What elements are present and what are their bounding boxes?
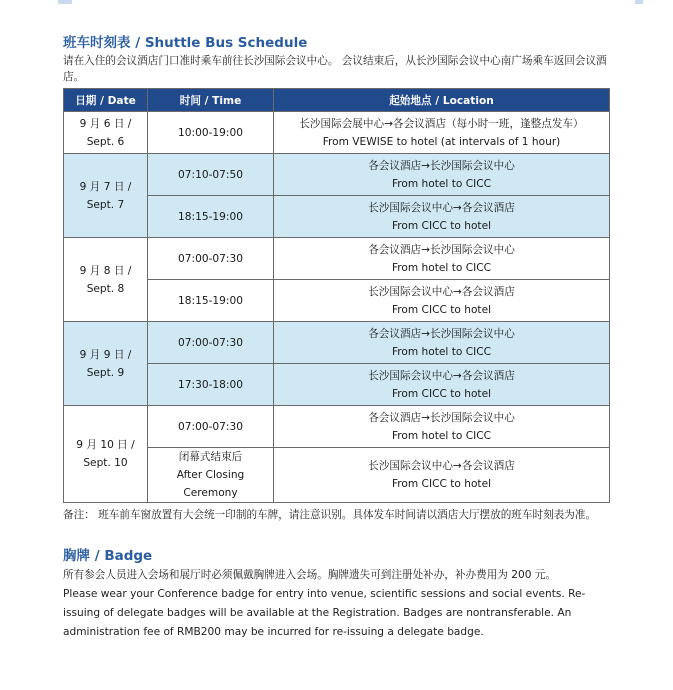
location-cell xyxy=(274,322,610,364)
location-cn: 各会议酒店→长沙国际会议中心 xyxy=(368,411,515,424)
schedule-title xyxy=(63,33,611,53)
date-cell xyxy=(64,322,148,406)
top-left-decoration xyxy=(58,0,72,4)
top-right-decoration xyxy=(635,0,643,4)
badge-text-en: Please wear your Conference badge for entry into venue, scientific sessions and social events. Re-issuing of delegate badges will be available at the Registration. Badges are nontransferable. An administration fee of RMB200 may be incurred for re-issuing a delegate badge. xyxy=(63,588,586,638)
schedule-row xyxy=(64,238,610,280)
schedule-body xyxy=(64,112,610,503)
location-cell xyxy=(274,448,610,503)
date-en: Sept. 6 xyxy=(86,135,125,148)
location-cell xyxy=(274,154,610,196)
time-cell xyxy=(148,154,274,196)
location-en: From CICC to hotel xyxy=(391,478,492,490)
badge-text-cn: 所有参会人员进入会场和展厅时必须佩戴胸牌进入会场。胸牌遗失可到注册处补办，补办费用为 200 元。 xyxy=(63,569,557,581)
header-time: 时间 / Time xyxy=(148,89,274,112)
location-en: From hotel to CICC xyxy=(391,177,492,190)
badge-title-en: / Badge xyxy=(90,548,153,564)
location-cell xyxy=(274,112,610,154)
location-en: From CICC to hotel xyxy=(391,303,492,316)
time-value-en: After Closing Ceremony xyxy=(176,469,245,499)
date-cell xyxy=(64,238,148,322)
date-en: Sept. 9 xyxy=(86,366,125,379)
time-value: 07:00-07:30 xyxy=(178,336,243,349)
date-en: Sept. 7 xyxy=(86,198,125,211)
schedule-header-row xyxy=(64,89,610,112)
schedule-title-cn: 班车时刻表 xyxy=(63,35,131,51)
date-cell xyxy=(64,112,148,154)
badge-section xyxy=(63,546,611,642)
location-en: From CICC to hotel xyxy=(391,219,492,232)
time-value: 闭幕式结束后 xyxy=(178,451,243,463)
location-en: From hotel to CICC xyxy=(391,429,492,442)
schedule-row xyxy=(64,154,610,196)
date-en: Sept. 10 xyxy=(83,457,128,469)
header-date: 日期 / Date xyxy=(64,89,148,112)
location-cn: 长沙国际会议中心→各会议酒店 xyxy=(368,369,515,382)
location-cn: 各会议酒店→长沙国际会议中心 xyxy=(368,243,515,256)
schedule-row xyxy=(64,112,610,154)
schedule-row xyxy=(64,406,610,448)
time-cell xyxy=(148,406,274,448)
schedule-intro: 请在入住的会议酒店门口准时乘车前往长沙国际会议中心。 会议结束后，从长沙国际会议中心南广场乘车返回会议酒店。 xyxy=(63,55,607,83)
time-value: 18:15-19:00 xyxy=(178,294,243,307)
badge-title-cn: 胸牌 xyxy=(63,548,90,564)
time-cell xyxy=(148,364,274,406)
date-en: Sept. 8 xyxy=(86,282,125,295)
time-cell xyxy=(148,196,274,238)
time-cell xyxy=(148,238,274,280)
schedule-table xyxy=(63,88,610,503)
time-cell xyxy=(148,322,274,364)
location-en: From CICC to hotel xyxy=(391,387,492,400)
location-cell xyxy=(274,364,610,406)
location-cell xyxy=(274,238,610,280)
date-cn: 9 月 8 日 / xyxy=(79,264,132,277)
location-cn: 长沙国际会议中心→各会议酒店 xyxy=(368,460,515,472)
time-value: 10:00-19:00 xyxy=(178,126,243,139)
time-value: 18:15-19:00 xyxy=(178,210,243,223)
time-value: 07:10-07:50 xyxy=(178,168,243,181)
date-cell xyxy=(64,154,148,238)
location-cn: 各会议酒店→长沙国际会议中心 xyxy=(368,327,515,340)
date-cn: 9 月 10 日 / xyxy=(76,439,135,451)
schedule-row xyxy=(64,322,610,364)
time-cell xyxy=(148,112,274,154)
location-cn: 长沙国际会展中心→各会议酒店（每小时一班，逢整点发车） xyxy=(299,117,584,130)
time-cell xyxy=(148,448,274,503)
header-location: 起始地点 / Location xyxy=(274,89,610,112)
document-page xyxy=(63,33,611,642)
location-cell xyxy=(274,196,610,238)
location-cn: 长沙国际会议中心→各会议酒店 xyxy=(368,285,515,298)
location-cn: 长沙国际会议中心→各会议酒店 xyxy=(368,201,515,214)
date-cn: 9 月 6 日 / xyxy=(79,117,132,130)
location-en: From VEWISE to hotel (at intervals of 1 hour) xyxy=(322,135,561,148)
time-value: 17:30-18:00 xyxy=(178,378,243,391)
location-cn: 各会议酒店→长沙国际会议中心 xyxy=(368,159,515,172)
date-cn: 9 月 7 日 / xyxy=(79,180,132,193)
time-value: 07:00-07:30 xyxy=(178,252,243,265)
date-cn: 9 月 9 日 / xyxy=(79,348,132,361)
location-en: From hotel to CICC xyxy=(391,345,492,358)
time-value: 07:00-07:30 xyxy=(178,420,243,433)
time-cell xyxy=(148,280,274,322)
date-cell xyxy=(64,406,148,503)
location-cell xyxy=(274,280,610,322)
badge-title xyxy=(63,546,611,566)
schedule-note: 备注： 班车前车窗放置有大会统一印制的车牌，请注意识别。具体发车时间请以酒店大厅摆放的班车时刻表为准。 xyxy=(63,509,597,521)
schedule-title-en: / Shuttle Bus Schedule xyxy=(130,35,308,51)
location-en: From hotel to CICC xyxy=(391,261,492,274)
location-cell xyxy=(274,406,610,448)
